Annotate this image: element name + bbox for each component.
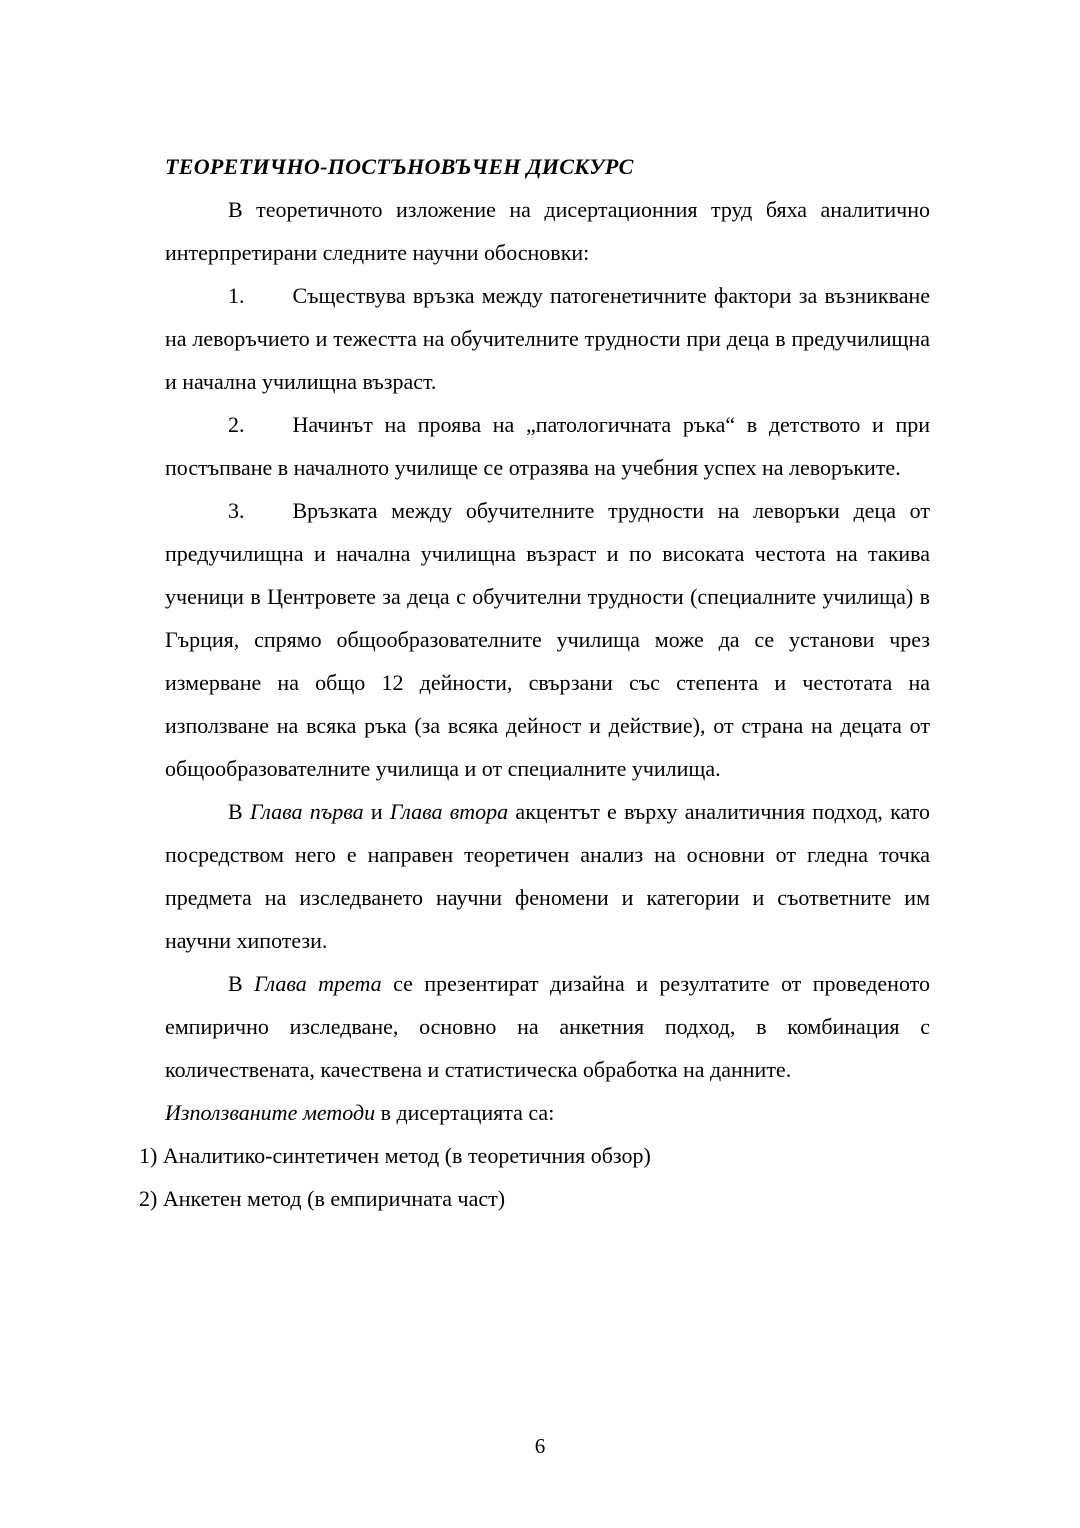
paragraph-methods-lead — [165, 1091, 930, 1134]
item-number: 2. — [228, 412, 245, 437]
method-list-item-1 — [139, 1134, 930, 1177]
page-number: 6 — [534, 1434, 546, 1458]
text-segment: В теоретичното изложение на дисертационния труд бяха аналитично интерпретирани следните научни обосновки: — [165, 197, 930, 265]
numbered-item-2 — [165, 403, 930, 489]
method-list-item-2 — [139, 1177, 930, 1220]
paragraph-chapter-3 — [165, 962, 930, 1091]
text-segment: Начинът на проява на „патологичната ръка“ в детството и при постъпване в началното училище се отразява на учебния успех на леворъките. — [165, 412, 930, 480]
text-segment: 2) Анкетен метод (в емпиричната част) — [139, 1186, 506, 1211]
text-segment: акцентът е върху аналитичния подход, като посредством него е направен теоретичен анализ на основни от гледна точка предмета на изследването научни феномени и категории и съответните им научни хипотези. — [165, 799, 930, 953]
text-segment: Глава трета — [254, 971, 382, 996]
text-segment: Връзката между обучителните трудности на леворъки деца от предучилищна и начална училищна възраст и по високата честота на такива ученици в Центровете за деца с обучителни трудности (специалните училища) в Гърция, спрямо общообразователните училища може да се установи чрез измерване на общо 12 дейности, свързани със степента и честотата на използване на всяка ръка (за всяка дейност и действие), от страна на децата от общообразователните училища и от специалните училища. — [165, 498, 930, 781]
text-segment: и — [363, 799, 390, 824]
text-segment: Използваните методи — [165, 1100, 376, 1125]
item-number: 1. — [228, 283, 245, 308]
numbered-item-1 — [165, 274, 930, 403]
paragraph-intro — [165, 188, 930, 274]
text-segment: Глава първа — [249, 799, 364, 824]
text-segment: в дисертацията са: — [375, 1100, 555, 1125]
text-segment: В — [228, 971, 255, 996]
item-number: 3. — [228, 498, 245, 523]
text-segment: 1) Аналитико-синтетичен метод (в теоретичния обзор) — [139, 1143, 651, 1168]
text-segment: Глава втора — [389, 799, 509, 824]
numbered-item-3 — [165, 489, 930, 790]
text-segment: Съществува връзка между патогенетичните фактори за възникване на леворъчието и тежестта на обучителните трудности при деца в предучилищна и начална училищна възраст. — [165, 283, 930, 394]
section-title: ТЕОРЕТИЧНО-ПОСТЪНОВЪЧЕН ДИСКУРС — [165, 154, 634, 179]
text-segment: В — [228, 799, 250, 824]
paragraph-chapters-1-2 — [165, 790, 930, 962]
text-segment: се презентират дизайна и резултатите от проведеното емпирично изследване, основно на анкетния подход, в комбинация с количествената, качествена и статистическа обработка на данните. — [165, 971, 930, 1082]
